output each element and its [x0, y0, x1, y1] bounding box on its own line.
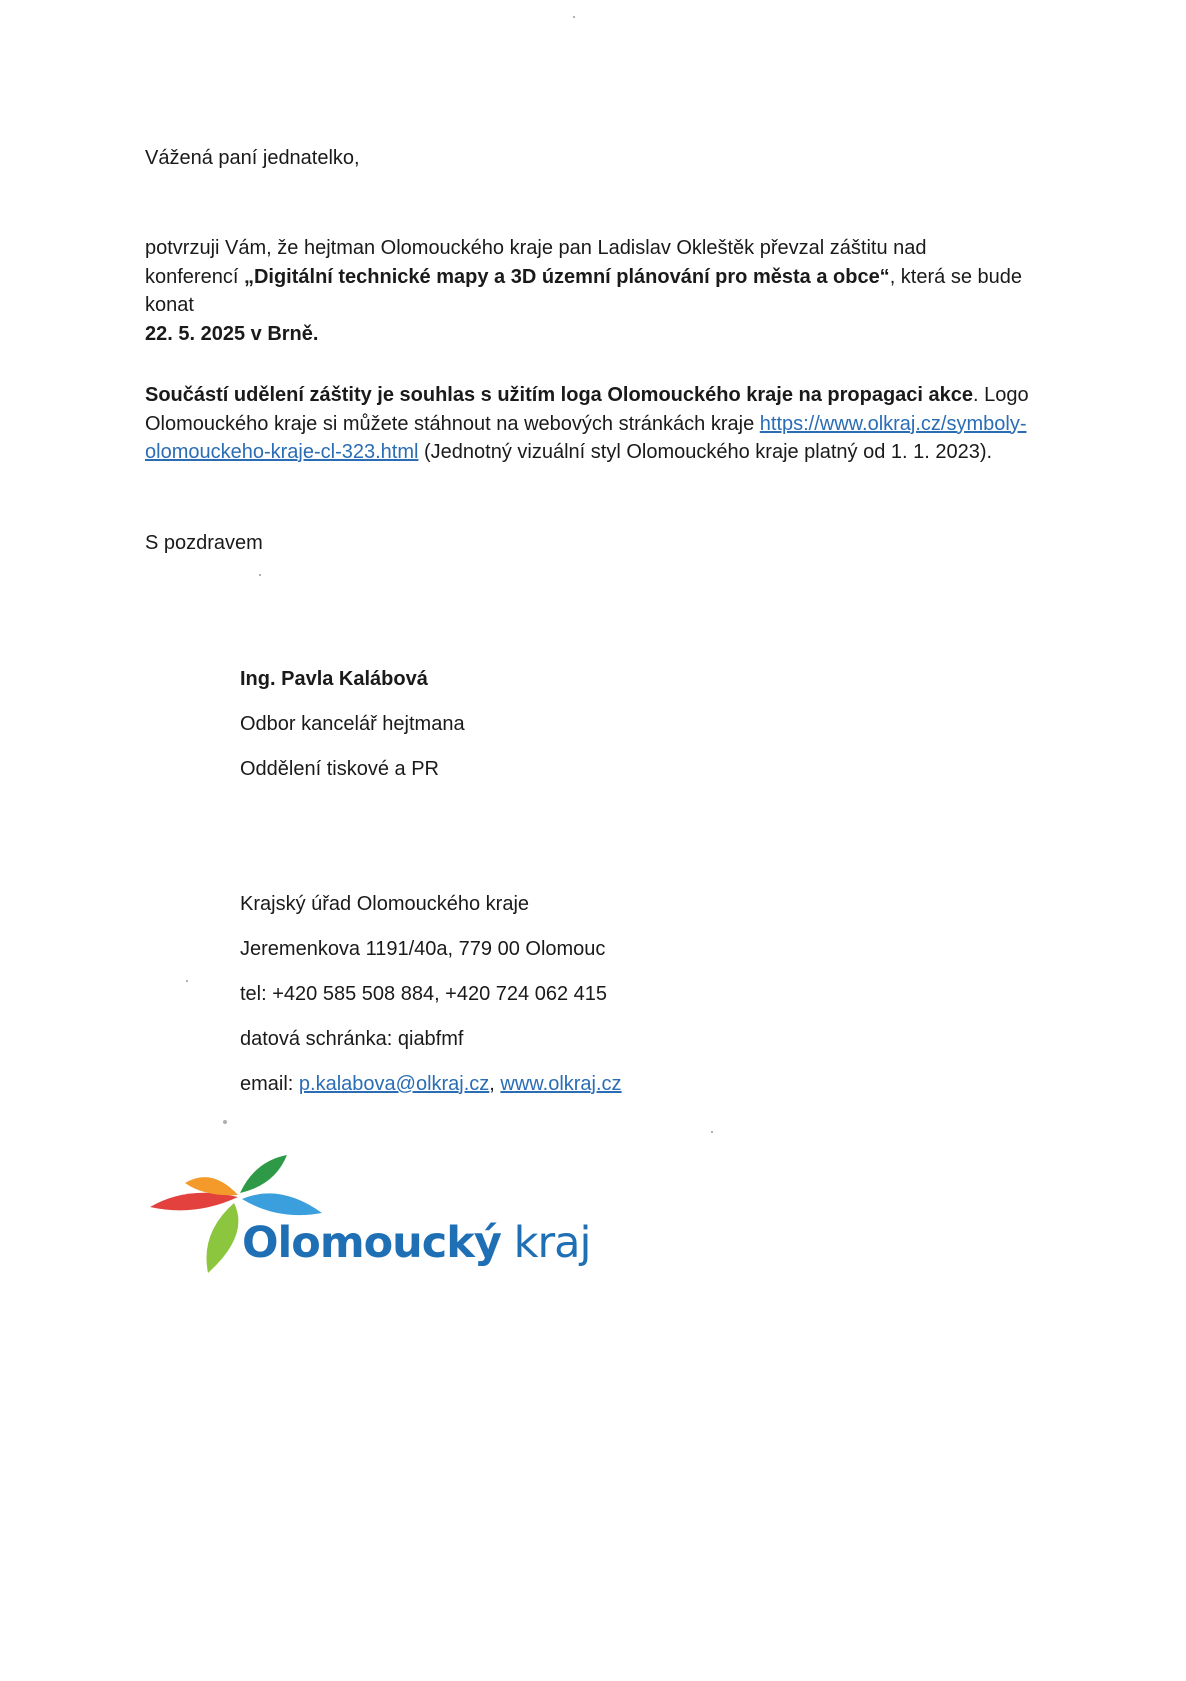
email-label: email: — [240, 1073, 299, 1095]
symbols-link-part1[interactable]: https://www.olkraj.cz/symboly- — [759, 412, 1027, 435]
logo-petal-orange — [185, 1177, 238, 1195]
paragraph-line — [145, 438, 1065, 467]
symbols-link-part2[interactable]: olomouckeho-kraje-cl-323.html — [145, 441, 419, 463]
scan-speck — [186, 980, 188, 982]
logo-petal-green-light — [206, 1203, 238, 1273]
logo-text-light: kraj — [500, 1218, 591, 1268]
paragraph-confirmation — [145, 234, 1065, 348]
signatory-name — [240, 666, 428, 692]
logo-text-bold: Olomoucký — [242, 1218, 501, 1268]
scan-speck — [223, 1120, 227, 1124]
signatory-department: Odbor kancelář hejtmana — [240, 713, 465, 735]
paragraph-text: , která se bude konat — [145, 265, 1022, 316]
contact-office: Krajský úřad Olomouckého kraje — [240, 893, 530, 915]
signatory-unit: Oddělení tiskové a PR — [240, 758, 439, 780]
paragraph-line: potvrzuji Vám, že hejtman Olomouckého kraje pan Ladislav Okleštěk převzal záštitu nad — [145, 237, 927, 259]
contact-address: Jeremenkova 1191/40a, 779 00 Olomouc — [240, 938, 606, 960]
paragraph-line — [145, 320, 1065, 349]
closing: S pozdravem — [145, 532, 263, 554]
paragraph-text: . Logo — [973, 384, 1029, 406]
contact-email-line — [240, 1071, 622, 1097]
separator: , — [489, 1073, 501, 1095]
paragraph-logo-consent — [145, 381, 1065, 467]
logo-petal-blue — [242, 1193, 322, 1215]
consent-statement: Součástí udělení záštity je souhlas s užitím loga Olomouckého kraje na propagaci akce — [145, 384, 974, 406]
paragraph-text: (Jednotný vizuální styl Olomouckého kraje platný od 1. 1. 2023). — [418, 441, 993, 463]
scan-speck — [573, 16, 575, 18]
logo-petal-green-dark — [240, 1155, 287, 1193]
paragraph-text: Olomouckého kraje si můžete stáhnout na webových stránkách kraje — [145, 412, 760, 435]
salutation: Vážená paní jednatelko, — [145, 147, 360, 169]
logo-petal-red — [150, 1193, 238, 1211]
website-link[interactable]: www.olkraj.cz — [500, 1073, 622, 1095]
event-date-place: 22. 5. 2025 v Brně. — [145, 322, 319, 345]
conference-name: „Digitální technické mapy a 3D územní plánování pro města a obce“ — [243, 265, 890, 288]
contact-phone: tel: +420 585 508 884, +420 724 062 415 — [240, 983, 608, 1005]
email-link[interactable]: p.kalabova@olkraj.cz — [298, 1073, 490, 1095]
scan-speck — [711, 1131, 713, 1133]
paragraph-line — [145, 381, 1065, 410]
logo-wordmark — [242, 1218, 591, 1268]
signatory-name-text: Ing. Pavla Kalábová — [240, 668, 428, 690]
scan-speck — [259, 574, 261, 576]
paragraph-text: konferencí — [145, 265, 244, 288]
paragraph-line — [145, 410, 1065, 439]
paragraph-line — [145, 263, 1065, 320]
contact-databox: datová schránka: qiabfmf — [240, 1028, 464, 1050]
